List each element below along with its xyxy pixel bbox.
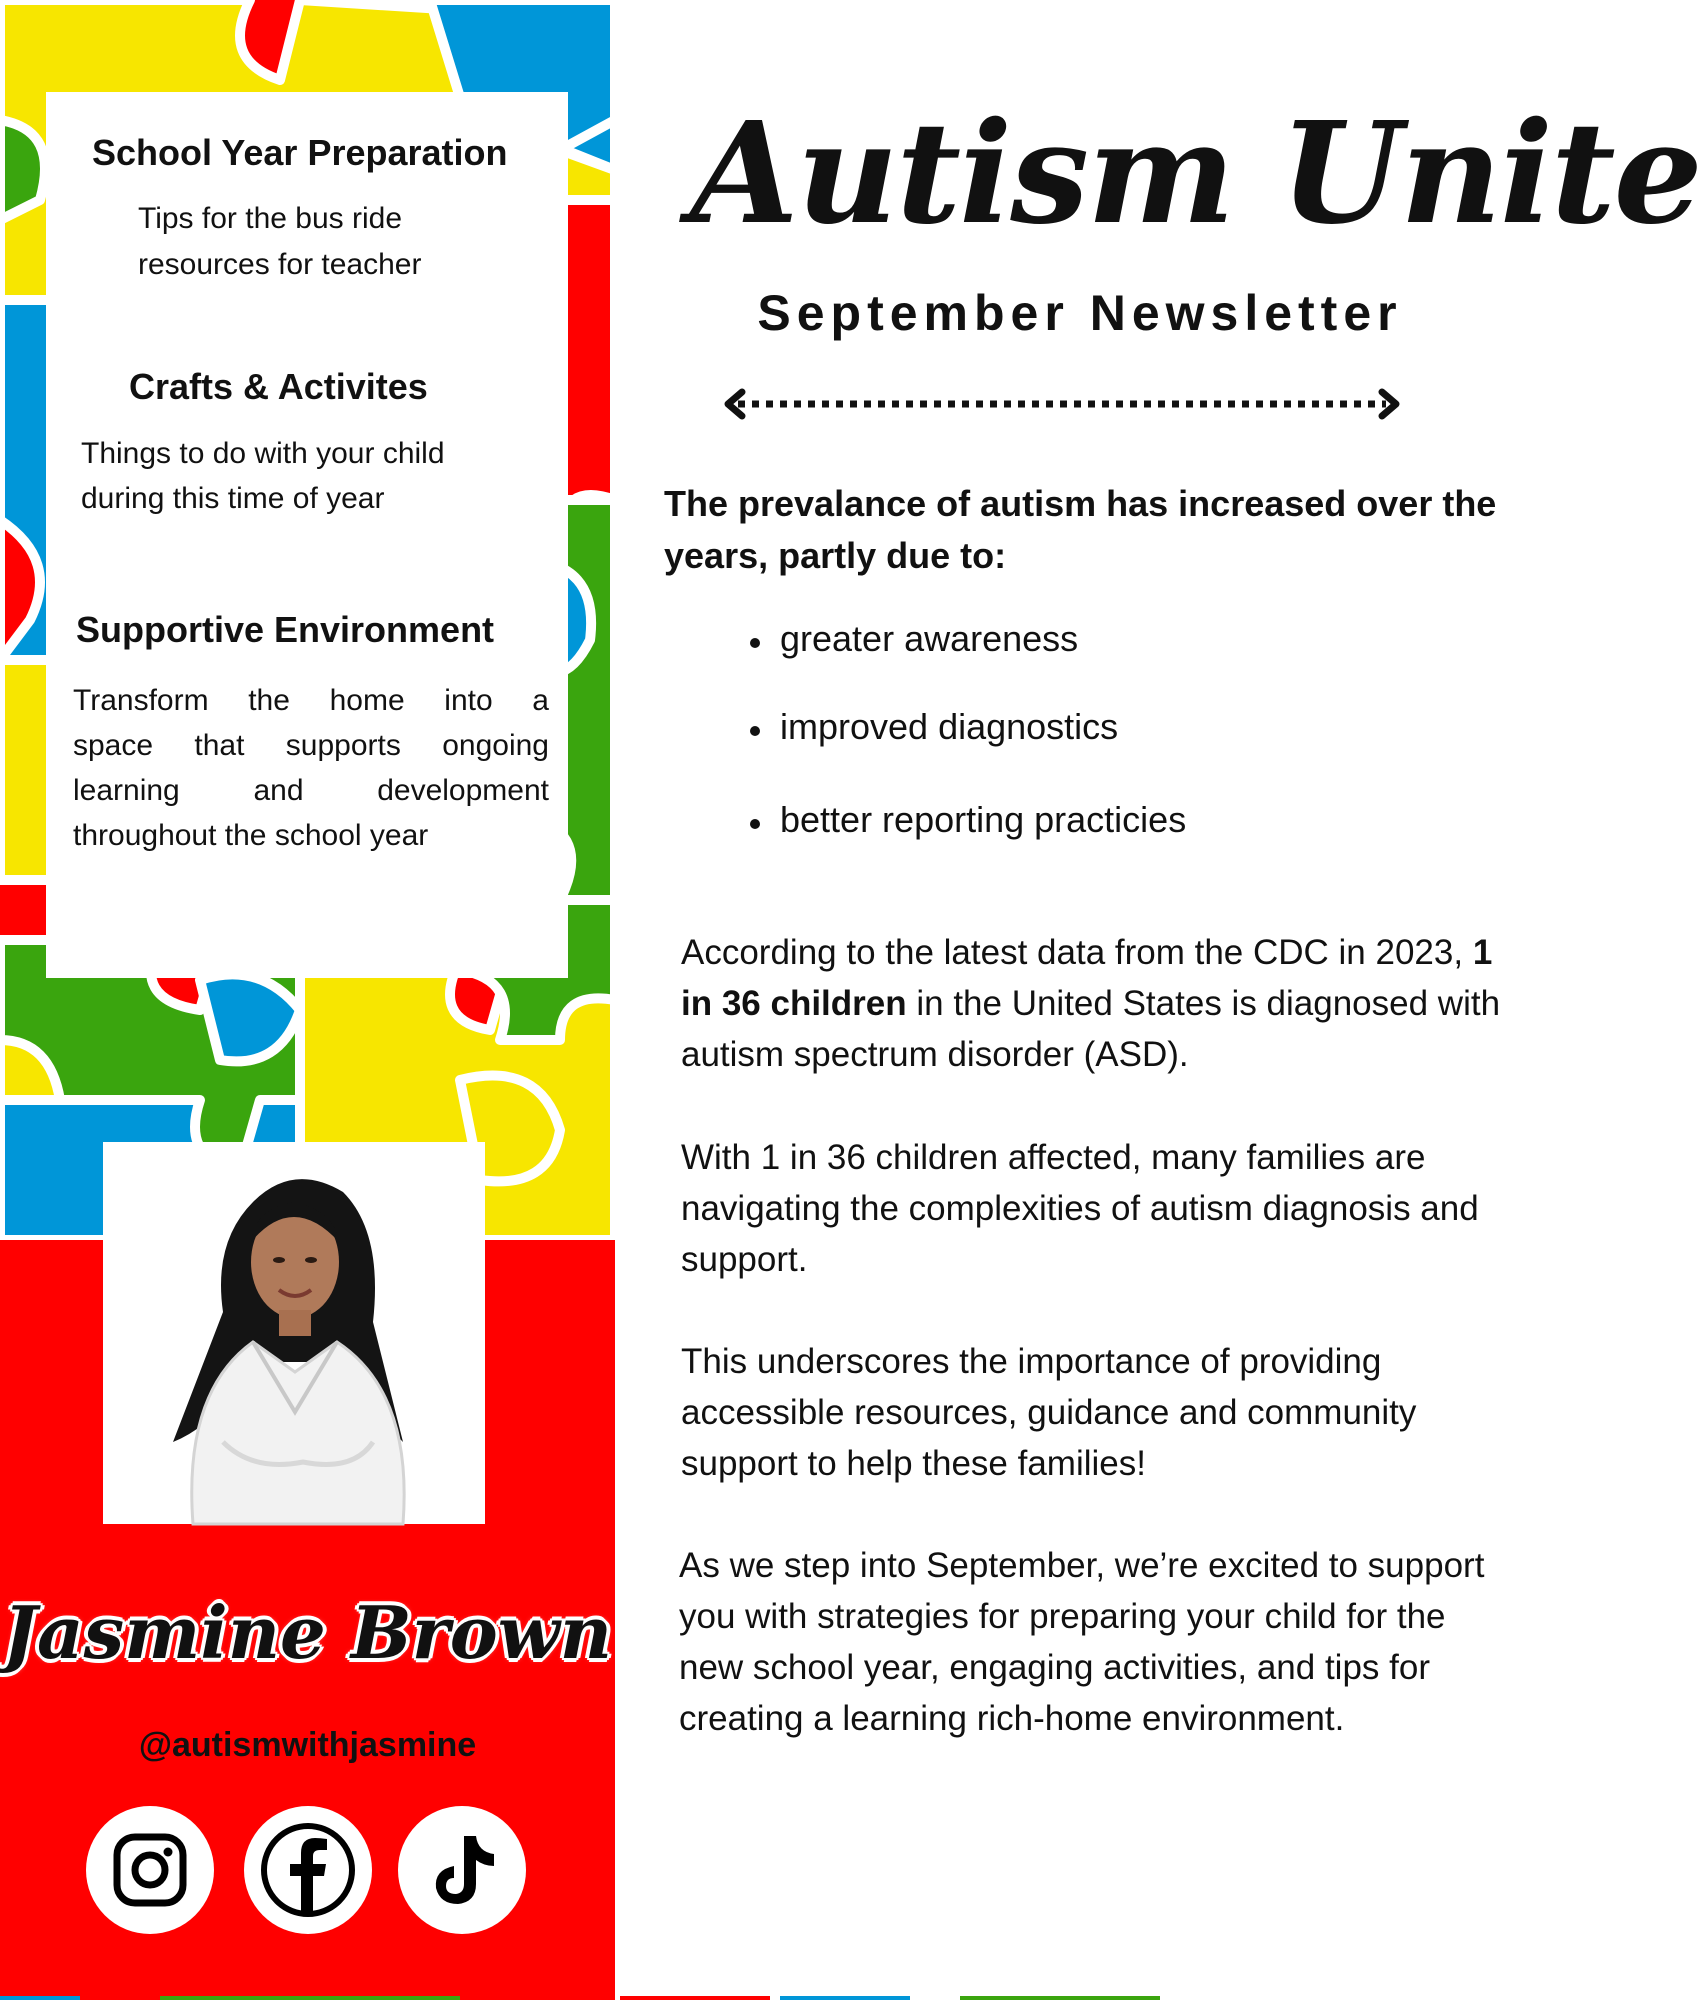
section-heading-school-year: School Year Preparation [92, 132, 508, 173]
section-line: Transform the home into a [73, 684, 549, 717]
sidebar [0, 0, 615, 2000]
list-item: improved diagnostics [780, 706, 1119, 747]
families-paragraph: With 1 in 36 children affected, many families are navigating the complexities of autism diagnosis and support. [681, 1138, 1479, 1279]
cdc-highlight: 1 in 36 children [681, 933, 1493, 1023]
sidebar-info-card [46, 92, 568, 978]
importance-paragraph: This underscores the importance of providing accessible resources, guidance and community support to help these families! [681, 1342, 1417, 1483]
tiktok-icon [422, 1830, 502, 1910]
portrait-illustration [103, 1142, 485, 1524]
section-line: resources for teacher [138, 248, 422, 281]
instagram-button[interactable] [86, 1806, 214, 1934]
section-justified-text [73, 678, 549, 858]
double-arrow-divider [718, 384, 1408, 424]
list-item: greater awareness [780, 618, 1079, 659]
section-line: during this time of year [81, 482, 385, 515]
tiktok-button[interactable] [398, 1806, 526, 1934]
september-paragraph: As we step into September, we’re excited to support you with strategies for preparing your child for the new school year, engaging activities, and tips for creating a learning rich-home environment. [679, 1546, 1485, 1738]
cdc-text-before: According to the latest data from the CDC in 2023, [681, 933, 1473, 972]
section-heading-supportive-environment: Supportive Environment [76, 609, 495, 650]
facebook-button[interactable] [244, 1806, 372, 1934]
lead-statement: The prevalance of autism has increased over the years, partly due to: [664, 483, 1497, 576]
section-line: learning and development [73, 774, 549, 807]
instagram-icon [111, 1831, 189, 1909]
author-name: Jasmine Brown [2, 1590, 613, 1675]
author-photo [103, 1142, 485, 1524]
section-heading-crafts: Crafts & Activites [129, 366, 428, 407]
facebook-icon [258, 1820, 358, 1920]
newsletter-title: Autism Unite [690, 92, 1701, 256]
section-line: space that supports ongoing [73, 729, 549, 762]
section-line: throughout the school year [73, 819, 429, 852]
bottom-color-strip [0, 1996, 1545, 2000]
section-line: Things to do with your child [81, 437, 445, 470]
section-line: Tips for the bus ride [138, 202, 403, 235]
social-handle[interactable]: @autismwithjasmine [138, 1726, 477, 1764]
cdc-paragraph [681, 927, 1511, 1080]
newsletter-subtitle: September Newsletter [757, 285, 1403, 341]
list-item: better reporting practicies [780, 799, 1187, 840]
cdc-text-after: in the United States is diagnosed with autism spectrum disorder (ASD). [681, 984, 1501, 1074]
